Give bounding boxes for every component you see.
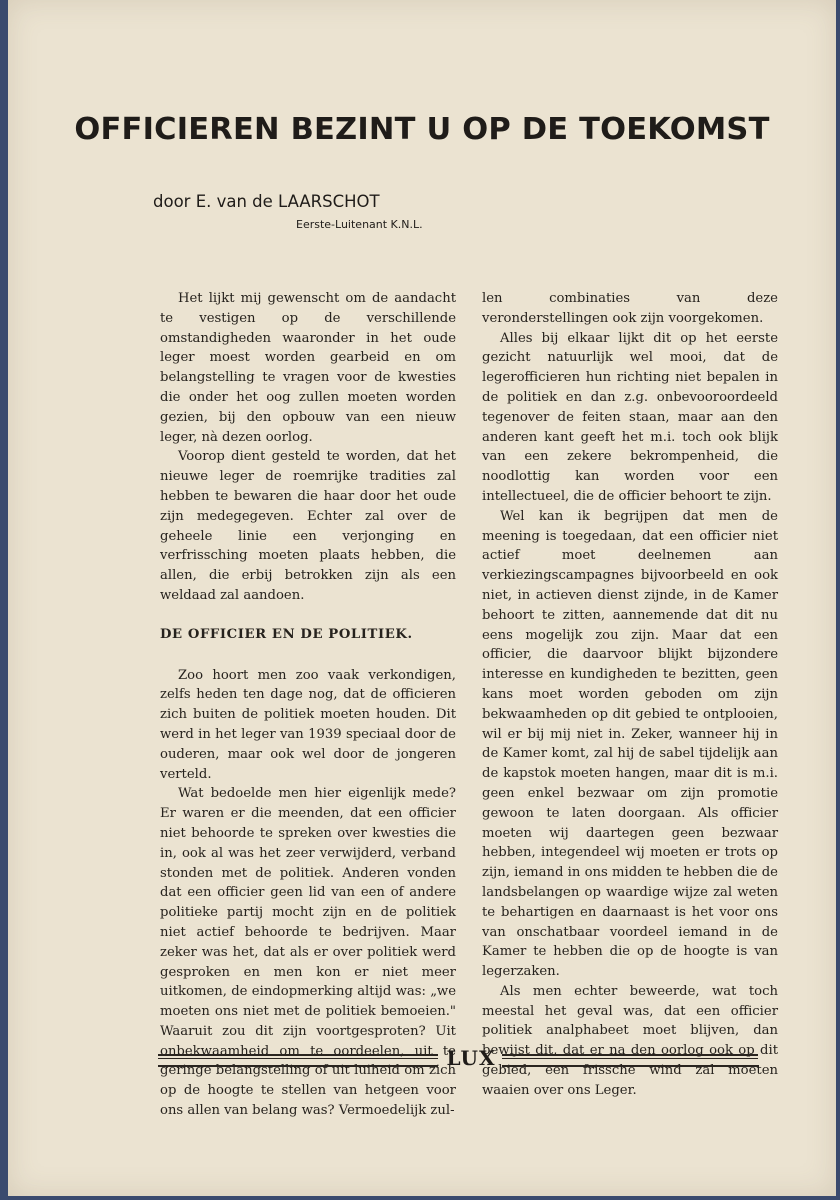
section-heading: DE OFFICIER EN DE POLITIEK.	[160, 626, 413, 642]
paragraph: Wat bedoelde men hier eigenlijk mede? Er waren er die meenden, dat een officier niet behoorde te spreken over kwesties die in, ook al was het zeer verwijderd, verband stonden met de politiek. Anderen vonden dat een officier geen lid van een of andere politieke partij mocht zijn en de politiek niet actief behoorde te bedrijven. Maar zeker was het, dat als er over politiek werd gesproken en men kon er niet meer uitkomen, de eindopmerking altijd was: „we moeten ons niet met de politiek bemoeien." Waaruit zou dit zijn voortgesproten? Uit onbekwaamheid om te oordeelen, uit te geringe belangstelling of uit luiheid om zich op de hoogte te stellen van hetgeen voor ons allen van belang was? Vermoedelijk zul-	[160, 786, 456, 1119]
footer-rule-right	[502, 1054, 758, 1067]
page-footer	[158, 1048, 758, 1072]
paragraph: len combinaties van deze veronderstellingen ook zijn voorgekomen.	[482, 291, 778, 326]
paragraph: Het lijkt mij gewenscht om de aandacht te vestigen op de verschillende omstandigheden waaronder in het oude leger moest worden gearbeid en om belangstelling te vragen voor de kwesties die onder het oog zullen moeten worden gezien, bij den opbouw van een nieuw leger, nà dezen oorlog.	[160, 291, 456, 445]
paragraph: Als men echter beweerde, wat toch meestal het geval was, dat een officier politiek analphabeet moet blijven, dan bewijst dit, dat er na den oorlog ook op dit gebied, een frissche wind zal moeten waaien over ons Leger.	[482, 983, 778, 1098]
paragraph: Voorop dient gesteld te worden, dat het nieuwe leger de roemrijke tradities zal hebben te bewaren die haar door het oude zijn medegegeven. Echter zal over de geheele linie een verjonging en verfrissching moeten plaats hebben, die allen, die erbij betrokken zijn als een weldaad zal aandoen.	[160, 449, 456, 603]
magazine-page	[8, 0, 836, 1196]
paragraph: Zoo hoort men zoo vaak verkondigen, zelfs heden ten dage nog, dat de officieren zich buiten de politiek moeten houden. Dit werd in het leger van 1939 speciaal door de ouderen, maar ook wel door de jongeren verteld.	[160, 667, 456, 782]
right-column	[482, 289, 778, 1101]
magazine-logo: LUX	[446, 1046, 496, 1070]
article-author: door E. van de LAARSCHOT	[153, 192, 380, 211]
footer-rule-left	[158, 1054, 438, 1067]
left-column	[160, 289, 456, 1121]
article-title: OFFICIEREN BEZINT U OP DE TOEKOMST	[74, 112, 770, 147]
paragraph: Wel kan ik begrijpen dat men de meening is toegedaan, dat een officier niet actief moet deelnemen aan verkiezingscampagnes bijvoorbeeld en ook niet, in actieven dienst zijnde, in de Kamer behoort te zitten, aannemende dat dit nu eens mogelijk zou zijn. Maar dat een officier, die daarvoor blijkt bijzondere interesse en kundigheden te bezitten, geen kans moet worden geboden om zijn bekwaamheden op dit gebied te ontplooien, wil er bij mij niet in. Zeker, wanneer hij in de Kamer komt, zal hij de sabel tijdelijk aan de kapstok moeten hangen, maar dit is m.i. geen enkel bezwaar om zijn promotie gewoon te laten doorgaan. Als officier moeten wij daartegen geen bezwaar hebben, integendeel wij moeten er trots op zijn, iemand in ons midden te hebben die de landsbelangen op waardige wijze zal weten te behartigen en daarnaast is het voor ons van onschatbaar voordeel iemand in de Kamer te hebben die op de hoogte is van legerzaken.	[482, 508, 778, 980]
paragraph: Alles bij elkaar lijkt dit op het eerste gezicht natuurlijk wel mooi, dat de legerofficieren hun richting niet bepalen in de politiek en dan z.g. onbevooroordeeld tegenover de feiten staan, maar aan den anderen kant geeft het m.i. toch ook blijk van een zekere bekrompenheid, die noodlottig kan worden voor een intellectueel, die de officier behoort te zijn.	[482, 330, 778, 504]
author-rank: Eerste-Luitenant K.N.L.	[296, 218, 423, 231]
